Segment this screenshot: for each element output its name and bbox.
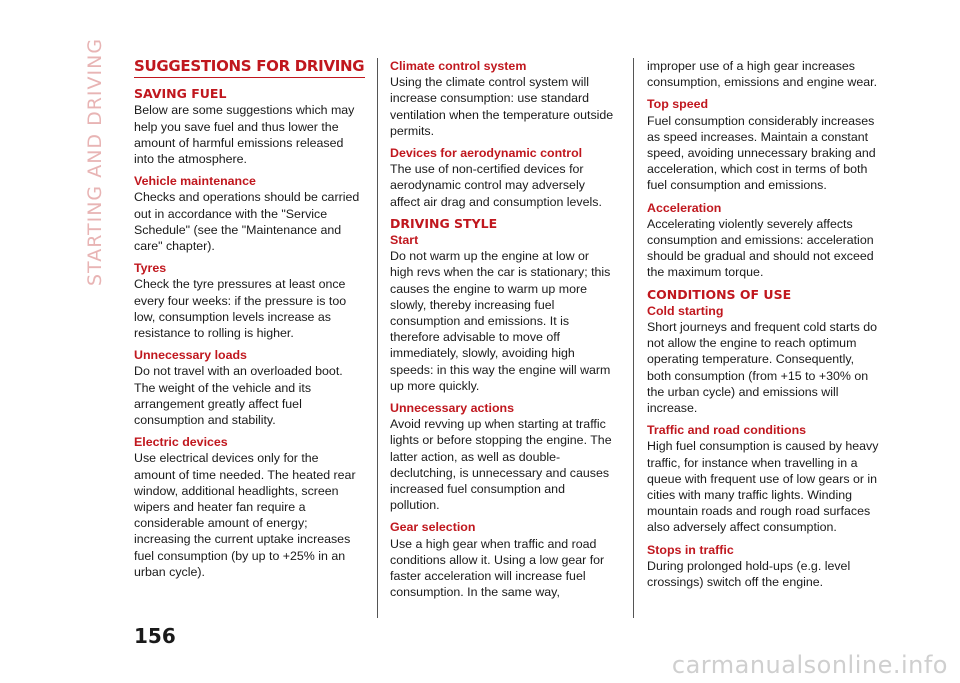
subsection-text: Checks and operations should be carried out in accordance with the "Service Schedule" (see the "Maintenance and care" chapter). [134, 190, 360, 254]
subsection-title: Vehicle maintenance [134, 174, 256, 189]
subsection-title: Stops in traffic [647, 542, 734, 557]
column-2 [390, 58, 614, 601]
subsection-title: Acceleration [647, 200, 722, 215]
subsection-text: The use of non-certified devices for aerodynamic control may adversely affect air drag and consumption levels. [390, 162, 602, 209]
subsection-text: Using the climate control system will increase consumption: use standard ventilation when the temperature outside permits. [390, 75, 614, 138]
column-3 [647, 58, 879, 590]
subsection-title: Unnecessary actions [390, 401, 514, 416]
subsection-text: Do not travel with an overloaded boot. The weight of the vehicle and its arrangement greatly affect fuel consumption and stability. [134, 364, 343, 428]
subsection-title: Electric devices [134, 435, 228, 450]
subsection-text: Check the tyre pressures at least once every four weeks: if the pressure is too low, consumption levels increase as resistance to rolling is higher. [134, 277, 347, 341]
subsection-text: Use electrical devices only for the amount of time needed. The heated rear window, additional headlights, screen wipers and heater fan require a considerable amount of energy; increasing the current uptake increases fuel consumption (by up to +25% in an urban cycle). [134, 451, 356, 579]
column-divider [633, 58, 634, 618]
section-title-saving-fuel: SAVING FUEL [134, 86, 227, 102]
subsection-title: Gear selection [390, 520, 476, 535]
continuation-text: improper use of a high gear increases consumption, emissions and engine wear. [647, 59, 878, 90]
section-title-conditions-of-use: CONDITIONS OF USE [647, 286, 792, 302]
subsection-title: Tyres [134, 261, 167, 276]
subsection-text: During prolonged hold-ups (e.g. level crossings) switch off the engine. [647, 558, 851, 590]
subsection-text: Fuel consumption considerably increases as speed increases. Maintain a constant speed, avoiding unnecessary braking and acceleration, which cost in terms of both fuel consumption and emissions. [647, 113, 876, 193]
subsection-title: Start [390, 233, 419, 248]
saving-fuel-intro: Below are some suggestions which may help you save fuel and thus lower the amount of harmful emissions released into the atmosphere. [134, 103, 355, 167]
subsection-title: Climate control system [390, 59, 527, 73]
chapter-side-tab-label: STARTING AND DRIVING [84, 37, 106, 286]
subsection-text: Short journeys and frequent cold starts do not allow the engine to reach optimum operating temperature. Consequently, both consumption (from +15 to +30% on the urban cycle) and emissions will increase. [647, 320, 878, 416]
page-title: SUGGESTIONS FOR DRIVING [134, 58, 365, 78]
page-number: 156 [134, 624, 176, 648]
subsection-title: Devices for aerodynamic control [390, 146, 583, 161]
subsection-title: Cold starting [647, 303, 724, 318]
subsection-text: Avoid revving up when starting at traffic lights or before stopping the engine. The latter action, as well as double-declutching, is unnecessary and causes increased fuel consumption and pollution. [390, 417, 612, 513]
column-1 [134, 57, 365, 580]
watermark: carmanualsonline.info [671, 651, 948, 679]
subsection-text: Use a high gear when traffic and road conditions allow it. Using a low gear for faster acceleration will increase fuel consumption. In the same way, [390, 536, 605, 600]
subsection-text: Do not warm up the engine at low or high revs when the car is stationary; this causes the engine to warm up more slowly, thereby increasing fuel consumption and emissions. It is therefore advisable to move off immediately, slowly, avoiding high speeds: in this way the engine will warm up more quickly. [390, 249, 611, 393]
subsection-text: High fuel consumption is caused by heavy traffic, for instance when travelling in a queue with frequent use of low gears or in cities with many traffic lights. Winding mountain roads and rough road surfaces also adversely affect consumption. [647, 439, 879, 535]
subsection-title: Traffic and road conditions [647, 423, 807, 438]
subsection-title: Unnecessary loads [134, 348, 247, 363]
subsection-text: Accelerating violently severely affects consumption and emissions: acceleration should be gradual and should not exceed the maximum torque. [647, 216, 874, 280]
section-title-driving-style: DRIVING STYLE [390, 215, 498, 231]
subsection-title: Top speed [647, 97, 709, 112]
column-divider [377, 58, 378, 618]
chapter-side-tab [84, 37, 106, 286]
